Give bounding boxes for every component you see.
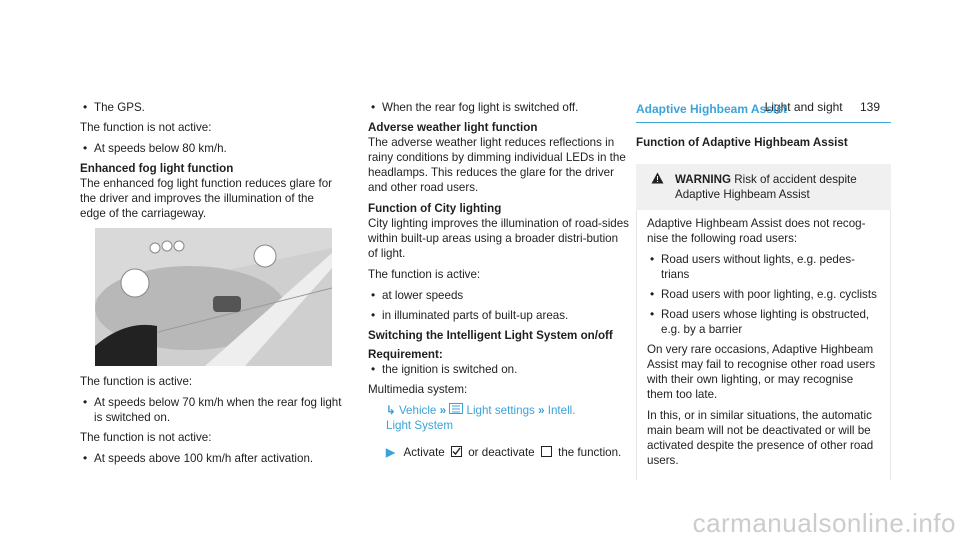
list-item: • The GPS. [80,100,342,115]
list-item: • Road users with poor lighting, e.g. cyclists [647,287,882,302]
list-item: • Road users whose lighting is obstructed, e.g. by a barrier [647,307,882,337]
menu-path-intell: Intell. [547,404,576,417]
paragraph: The function is not active: [80,121,212,134]
paragraph: The function is active: [80,375,193,388]
warning-body [636,210,891,480]
section-heading: Function of City lighting [368,202,502,215]
paragraph: The enhanced fog light function reduces glare for the driver and improves the illumination of the edge of the carriageway. [80,177,333,220]
section-title: Adaptive Highbeam Assist [636,102,891,123]
paragraph: Adaptive Highbeam Assist does not recog-nise the following road users: [647,217,866,245]
list-item: • Road users without lights, e.g. pedes-trians [647,252,882,282]
column-middle [368,100,630,466]
list-item: • in illuminated parts of built-up areas. [368,308,630,323]
section-heading: Enhanced fog light function [80,162,234,175]
warning-box: WARNING Risk of accident despite Adaptive Highbeam Assist [636,164,891,210]
paragraph: The function is active: [368,268,481,281]
section-subtitle: Function of Adaptive Highbeam Assist [636,136,848,149]
column-right [636,100,891,480]
action-arrow-icon: ▶ [386,446,395,459]
section-heading: Switching the Intelligent Light System on/off [368,329,613,342]
list-item: • at lower speeds [368,288,630,303]
menu-path [368,403,630,433]
paragraph: The adverse weather light reduces reflections in rainy conditions by dimming individual LEDs in the headlamps. This reduces the glare for the driver and other road users. [368,136,626,194]
warning-label: WARNING [675,173,732,186]
double-chevron-icon: » [439,404,447,417]
light-settings-icon [449,404,466,417]
double-chevron-icon: » [538,404,545,417]
list-item: • the ignition is switched on. [368,362,630,377]
list-item: • At speeds below 70 km/h when the rear fog light is switched on. [80,395,342,425]
menu-path-light-system: Light System [386,419,454,432]
list-item: • At speeds below 80 km/h. [80,141,342,156]
column-left [80,100,342,227]
menu-path-light-settings: Light settings [466,404,535,417]
page-number: 139 [859,100,880,114]
paragraph: The function is not active: [80,431,212,444]
menu-path-vehicle: Vehicle [398,404,437,417]
fog-light-illustration-svg [95,228,332,366]
paragraph: City lighting improves the illumination of road-sides within built-up areas using a broader distri-bution of light. [368,217,629,260]
list-item: • At speeds above 100 km/h after activation. [80,451,342,466]
paragraph: On very rare occasions, Adaptive Highbeam Assist may fail to recognise other road users with their own lighting, or may recognise them too late. [647,343,876,401]
checkbox-empty-icon [541,446,552,457]
fog-light-illustration [95,228,332,366]
column-left-lower [80,374,342,471]
requirement-label: Requirement: [368,348,443,361]
watermark: carmanualsonline.info [692,508,956,538]
list-item: • When the rear fog light is switched off. [368,100,630,115]
section-heading: Adverse weather light function [368,121,538,134]
warning-icon [651,172,665,188]
path-arrow-icon: ↳ [386,404,396,417]
activate-instruction: ▶ Activate or deactivate the function. [386,446,622,459]
paragraph: In this, or in similar situations, the automatic main beam will not be deactivated or will be activated despite the presence of other road users. [647,409,874,467]
checkbox-checked-icon [451,446,462,457]
section-title: Light and sight [764,100,843,114]
paragraph: Multimedia system: [368,383,468,396]
